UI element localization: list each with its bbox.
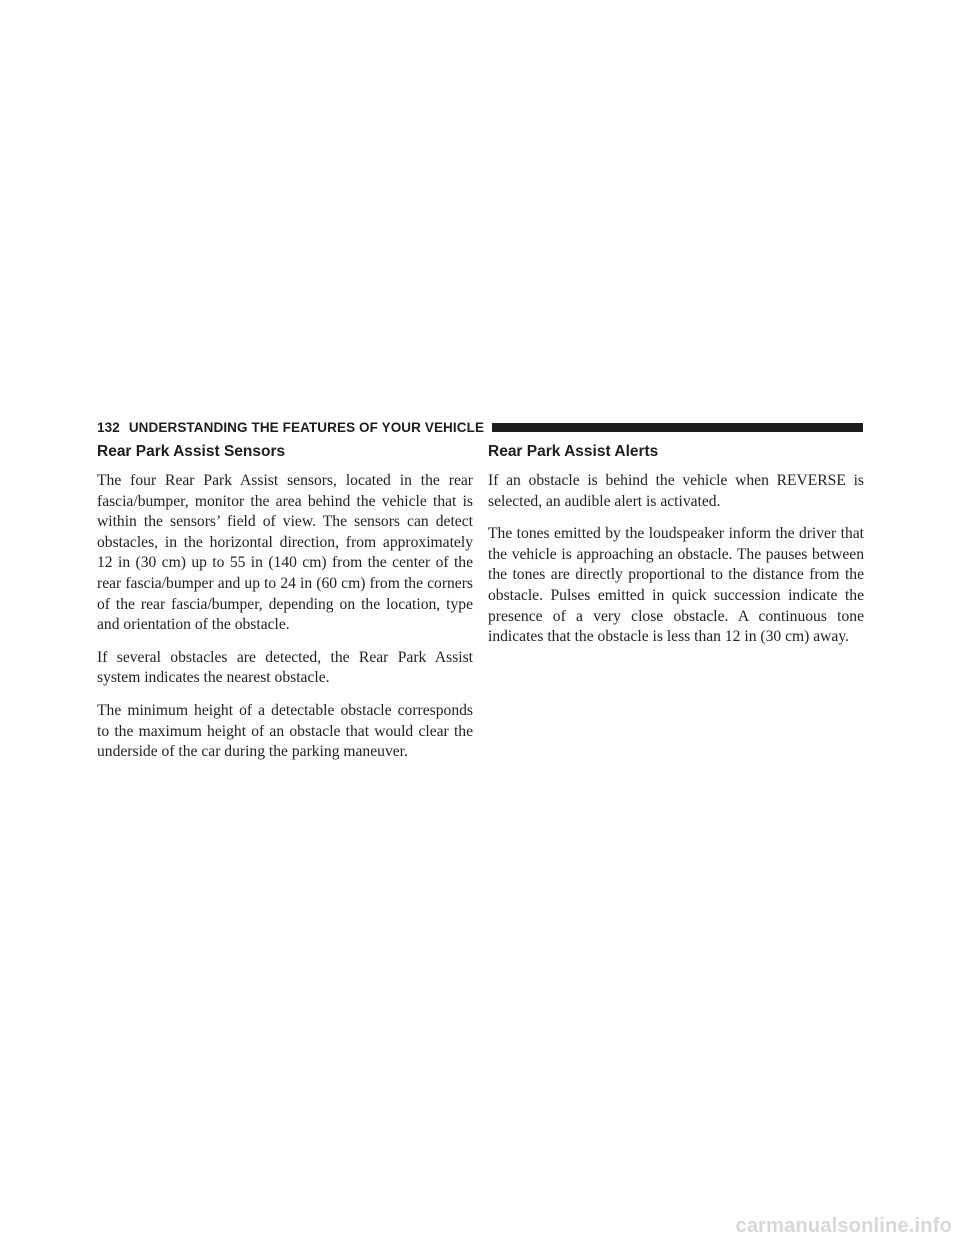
paragraph: The tones emitted by the loudspeaker inform the driver that the vehicle is approaching an obstacle. The pauses between the tones are directly proportional to the distance from the obstacle. Pulses emitted in quick succession indicate the presence of a very close obstacle. A continuous tone indicates that the obstacle is less than 12 in (30 cm) away. [488, 525, 864, 646]
page-number: 132 [97, 419, 120, 435]
paragraph: If several obstacles are detected, the Rear Park Assist system indicates the nearest obstacle. [97, 648, 473, 687]
section-title: UNDERSTANDING THE FEATURES OF YOUR VEHICLE [128, 419, 485, 435]
running-header [97, 417, 863, 437]
left-column [97, 442, 473, 775]
right-column [488, 442, 864, 660]
paragraph: If an obstacle is behind the vehicle when REVERSE is selected, an audible alert is activated. [488, 472, 864, 510]
watermark: carmanualsonline.info [735, 1215, 952, 1237]
section-heading-alerts: Rear Park Assist Alerts [488, 443, 659, 460]
header-rule [492, 423, 863, 432]
paragraph: The minimum height of a detectable obstacle corresponds to the maximum height of an obstacle that would clear the underside of the car during the parking maneuver. [97, 701, 473, 761]
section-heading-sensors: Rear Park Assist Sensors [97, 443, 286, 460]
paragraph: The four Rear Park Assist sensors, located in the rear fascia/bumper, monitor the area behind the vehicle that is within the sensors’ field of view. The sensors can detect obstacles, in the horizontal direction, from approximately 12 in (30 cm) up to 55 in (140 cm) from the center of the rear fascia/bumper and up to 24 in (60 cm) from the corners of the rear fascia/bumper, depending on the location, type and orientation of the obstacle. [97, 472, 473, 634]
